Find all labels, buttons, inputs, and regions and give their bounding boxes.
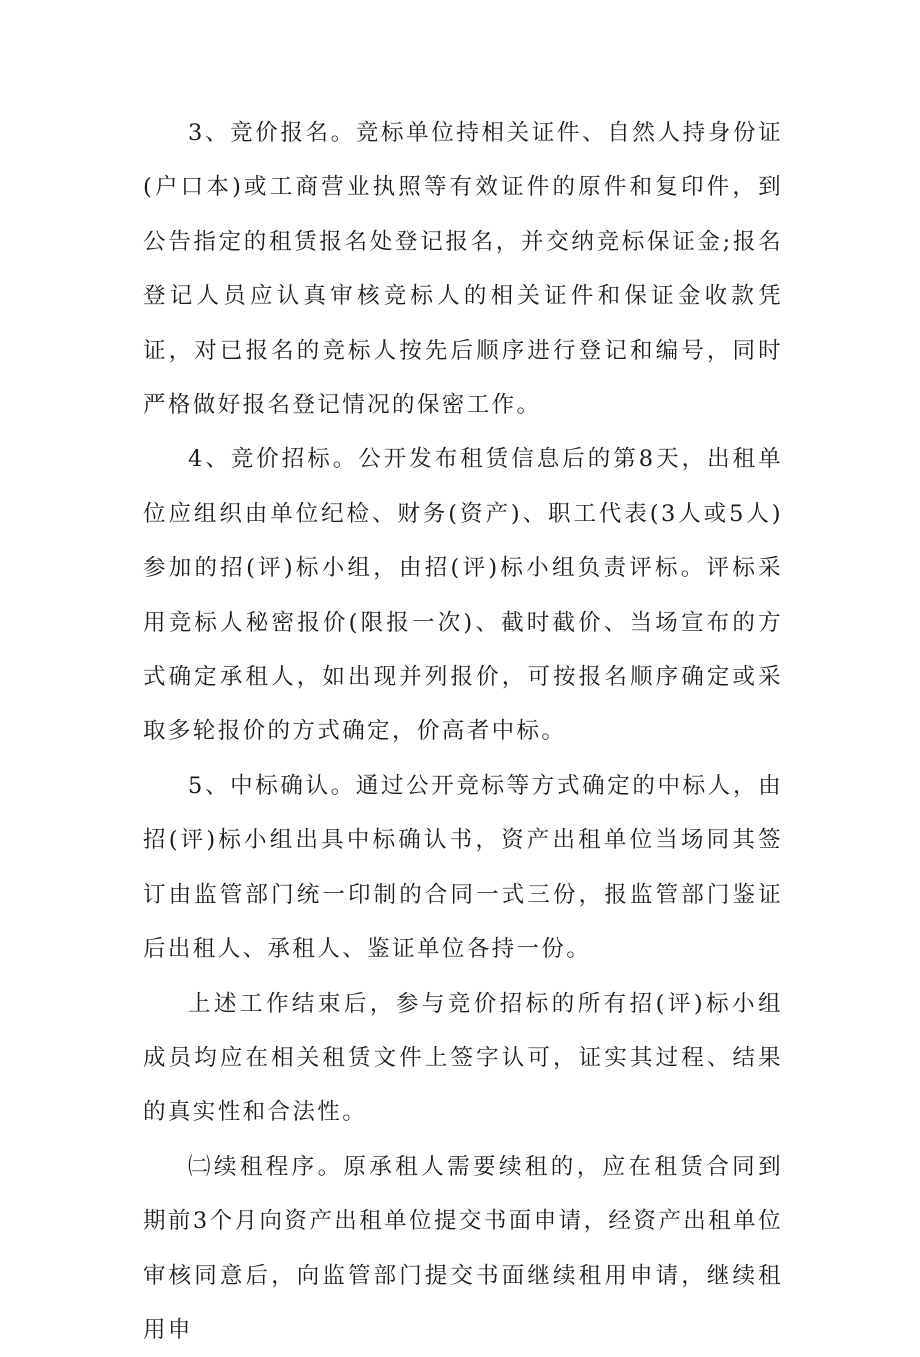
paragraph-bid-confirmation: 5、中标确认。通过公开竞标等方式确定的中标人，由招(评)标小组出具中标确认书，资产出租单位当场同其签订由监管部门统一印制的合同一式三份，报监管部门鉴证后出租人、承租人、鉴证单位各持一份。 [143, 772, 783, 963]
paragraph-post-work-signoff: 上述工作结束后，参与竞价招标的所有招(评)标小组成员均应在相关租赁文件上签字认可，证实其过程、结果的真实性和合法性。 [143, 990, 783, 1126]
paragraph-bidding-registration: 3、竞价报名。竞标单位持相关证件、自然人持身份证(户口本)或工商营业执照等有效证件的原件和复印件，到公告指定的租赁报名处登记报名，并交纳竞标保证金;报名登记人员应认真审核竞标人的相关证件和保证金收款凭证，对已报名的竞标人按先后顺序进行登记和编号，同时严格做好报名登记情况的保密工作。 [143, 120, 783, 419]
paragraph-renewal-procedure: ㈡续租程序。原承租人需要续租的，应在租赁合同到期前3个月向资产出租单位提交书面申请，经资产出租单位审核同意后，向监管部门提交书面继续租用申请，继续租用申 [143, 1153, 783, 1343]
paragraph-bidding-tender: 4、竞价招标。公开发布租赁信息后的第8天，出租单位应组织由单位纪检、财务(资产)、职工代表(3人或5人)参加的招(评)标小组，由招(评)标小组负责评标。评标采用竞标人秘密报价(限报一次)、截时截价、当场宣布的方式确定承租人，如出现并列报价，可按报名顺序确定或采取多轮报价的方式确定，价高者中标。 [143, 446, 783, 745]
document-body [143, 106, 783, 1357]
